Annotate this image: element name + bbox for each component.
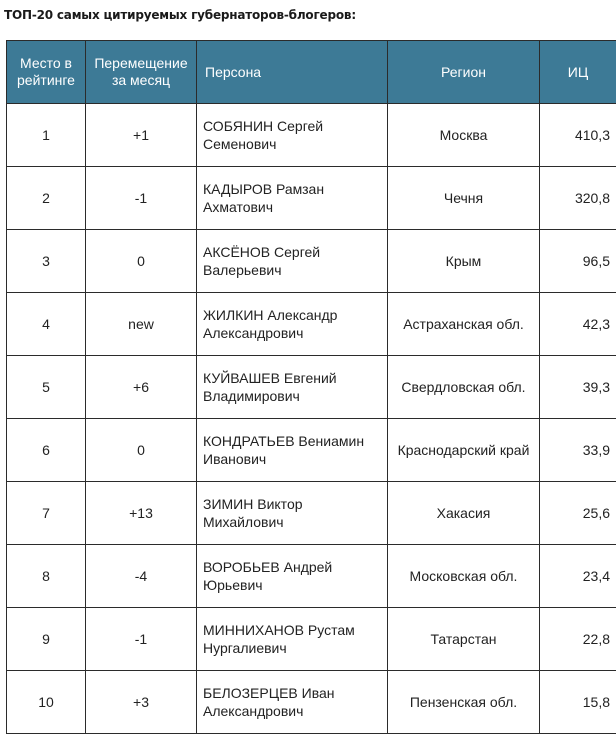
governors-rating-table xyxy=(6,40,616,734)
index-cell: 15,8 xyxy=(540,671,616,734)
index-cell: 39,3 xyxy=(540,356,616,419)
person-cell: ВОРОБЬЕВ Андрей Юрьевич xyxy=(197,545,388,608)
movement-cell: new xyxy=(86,293,197,356)
table-row xyxy=(7,230,616,293)
region-cell: Свердловская обл. xyxy=(388,356,540,419)
table-body xyxy=(7,104,616,734)
column-header-rank: Место в рейтинге xyxy=(7,41,86,104)
rank-cell: 9 xyxy=(7,608,86,671)
region-cell: Московская обл. xyxy=(388,545,540,608)
person-cell: СОБЯНИН Сергей Семенович xyxy=(197,104,388,167)
page-title: ТОП-20 самых цитируемых губернаторов-блогеров: xyxy=(4,8,356,22)
movement-cell: -1 xyxy=(86,608,197,671)
index-cell: 23,4 xyxy=(540,545,616,608)
region-cell: Татарстан xyxy=(388,608,540,671)
rank-cell: 8 xyxy=(7,545,86,608)
table-row xyxy=(7,545,616,608)
person-cell: МИННИХАНОВ Рустам Нургалиевич xyxy=(197,608,388,671)
rank-cell: 1 xyxy=(7,104,86,167)
person-cell: БЕЛОЗЕРЦЕВ Иван Александрович xyxy=(197,671,388,734)
person-cell: ЖИЛКИН Александр Александрович xyxy=(197,293,388,356)
rank-cell: 10 xyxy=(7,671,86,734)
table-row xyxy=(7,167,616,230)
region-cell: Крым xyxy=(388,230,540,293)
movement-cell: +6 xyxy=(86,356,197,419)
index-cell: 22,8 xyxy=(540,608,616,671)
rank-cell: 3 xyxy=(7,230,86,293)
column-header-movement: Перемещение за месяц xyxy=(86,41,197,104)
rank-cell: 7 xyxy=(7,482,86,545)
index-cell: 410,3 xyxy=(540,104,616,167)
person-cell: АКСЁНОВ Сергей Валерьевич xyxy=(197,230,388,293)
index-cell: 42,3 xyxy=(540,293,616,356)
rank-cell: 6 xyxy=(7,419,86,482)
column-header-index: ИЦ xyxy=(540,41,616,104)
rank-cell: 4 xyxy=(7,293,86,356)
movement-cell: +3 xyxy=(86,671,197,734)
movement-cell: -1 xyxy=(86,167,197,230)
index-cell: 320,8 xyxy=(540,167,616,230)
region-cell: Хакасия xyxy=(388,482,540,545)
region-cell: Чечня xyxy=(388,167,540,230)
index-cell: 33,9 xyxy=(540,419,616,482)
region-cell: Краснодарский край xyxy=(388,419,540,482)
table-row xyxy=(7,419,616,482)
movement-cell: -4 xyxy=(86,545,197,608)
table-header-row xyxy=(7,41,616,104)
table-row xyxy=(7,104,616,167)
table-row xyxy=(7,356,616,419)
table-row xyxy=(7,671,616,734)
region-cell: Астраханская обл. xyxy=(388,293,540,356)
person-cell: КОНДРАТЬЕВ Вениамин Иванович xyxy=(197,419,388,482)
movement-cell: +13 xyxy=(86,482,197,545)
table-row xyxy=(7,608,616,671)
person-cell: КАДЫРОВ Рамзан Ахматович xyxy=(197,167,388,230)
region-cell: Пензенская обл. xyxy=(388,671,540,734)
column-header-region: Регион xyxy=(388,41,540,104)
rank-cell: 5 xyxy=(7,356,86,419)
movement-cell: 0 xyxy=(86,230,197,293)
person-cell: КУЙВАШЕВ Евгений Владимирович xyxy=(197,356,388,419)
table-row xyxy=(7,293,616,356)
region-cell: Москва xyxy=(388,104,540,167)
index-cell: 25,6 xyxy=(540,482,616,545)
column-header-person: Персона xyxy=(197,41,388,104)
index-cell: 96,5 xyxy=(540,230,616,293)
rank-cell: 2 xyxy=(7,167,86,230)
movement-cell: +1 xyxy=(86,104,197,167)
movement-cell: 0 xyxy=(86,419,197,482)
person-cell: ЗИМИН Виктор Михайлович xyxy=(197,482,388,545)
table-row xyxy=(7,482,616,545)
